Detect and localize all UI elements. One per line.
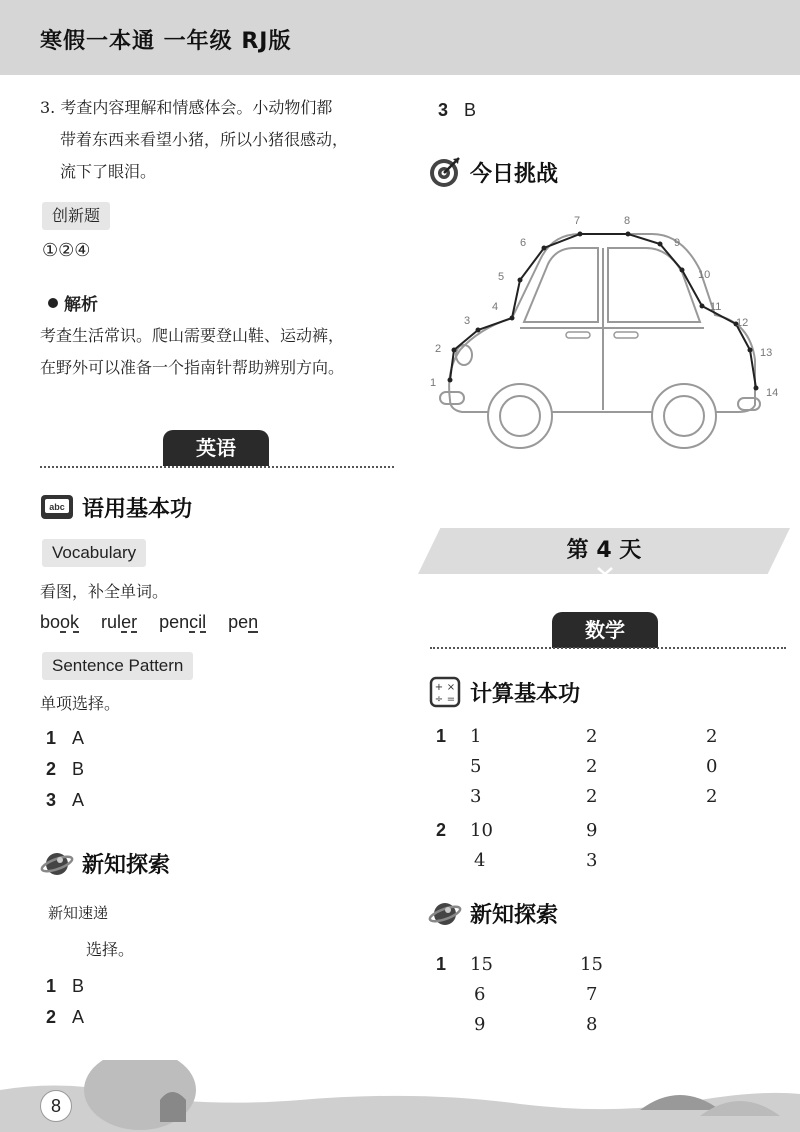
dot-label: 5 <box>498 271 505 283</box>
innovation-tag: 创新题 <box>42 202 110 230</box>
planet-icon <box>428 896 462 930</box>
planet-icon <box>40 846 74 880</box>
dot-label: 11 <box>710 301 722 313</box>
analysis-label: 解析 <box>64 295 98 315</box>
basics-heading <box>40 490 192 524</box>
svg-text:=: = <box>446 694 456 705</box>
dot-label: 3 <box>464 315 471 327</box>
challenge-heading <box>428 155 558 189</box>
english-pill: 英语 <box>163 430 269 466</box>
choice-row: 2 A <box>46 1007 85 1027</box>
dot-label: 12 <box>736 317 749 329</box>
item-3-line-3: 流下了眼泪。 <box>60 162 157 181</box>
choice-instruction: 单项选择。 <box>40 694 121 713</box>
dot-label: 10 <box>698 269 711 281</box>
analysis-heading <box>48 290 98 315</box>
choice-row: 1 B <box>46 976 85 996</box>
innovation-answer: ①②④ <box>42 240 91 261</box>
explore-title-left: 新知探索 <box>82 852 171 878</box>
choice-row: 2 B <box>46 759 85 779</box>
dot-label: 8 <box>624 215 631 227</box>
dot-label: 13 <box>760 347 773 359</box>
dot-label: 7 <box>574 215 581 227</box>
explore-choice-list <box>46 976 84 1038</box>
explore-title-right: 新知探索 <box>470 902 559 928</box>
item-3 <box>40 92 348 188</box>
word-pencil: pencil <box>159 612 207 632</box>
choice-row: 3 A <box>46 790 85 810</box>
svg-text:+: + <box>434 682 444 693</box>
car-dot-puzzle <box>420 210 790 450</box>
item-3-number: 3. <box>40 98 56 117</box>
basics-title: 语用基本功 <box>82 496 193 522</box>
abc-book-icon <box>40 490 74 524</box>
calc-title: 计算基本功 <box>470 681 581 707</box>
explore-heading-left <box>40 846 170 880</box>
calculator-icon <box>428 675 462 709</box>
dot-label: 9 <box>674 237 681 249</box>
word-list <box>40 612 258 633</box>
calc-heading <box>428 675 580 709</box>
page-header <box>0 0 800 75</box>
item-3-line-1: 考查内容理解和情感体会。小动物们都 <box>60 98 333 117</box>
chevron-down-icon <box>596 566 614 576</box>
top-answer: 3 B <box>438 100 477 120</box>
divider <box>40 466 394 468</box>
analysis-text <box>40 320 344 384</box>
explore-instruction: 选择。 <box>86 940 135 959</box>
page-number: 8 <box>40 1090 72 1122</box>
dot-label: 2 <box>435 343 442 355</box>
target-icon <box>428 155 462 189</box>
sentence-pattern-tag: Sentence Pattern <box>42 652 193 680</box>
challenge-title: 今日挑战 <box>470 161 559 187</box>
header-title: 寒假一本通 一年级 RJ版 <box>40 29 292 54</box>
svg-text:÷: ÷ <box>434 694 444 705</box>
choice-row: 1 A <box>46 728 85 748</box>
choice-list <box>46 728 84 821</box>
item-3-line-2: 带着东西来看望小猪，所以小猪很感动， <box>60 130 349 149</box>
word-pen: pen <box>228 612 259 632</box>
explore-subtitle: 新知速递 <box>48 904 109 922</box>
divider <box>430 647 786 649</box>
word-ruler: ruler <box>101 612 138 632</box>
bullet-icon <box>48 298 58 308</box>
word-book: book <box>40 612 80 632</box>
explore-heading-right <box>428 896 558 930</box>
day-banner-text: 第 4 天 <box>566 538 642 563</box>
vocabulary-tag: Vocabulary <box>42 539 146 567</box>
analysis-line-1: 考查生活常识。爬山需要登山鞋、运动裤， <box>40 326 345 345</box>
svg-text:×: × <box>446 682 456 693</box>
math-pill: 数学 <box>552 612 658 648</box>
dot-label: 1 <box>430 377 437 389</box>
dot-label: 4 <box>492 301 499 313</box>
dot-label: 14 <box>766 387 779 399</box>
abc-icon-text: abc <box>49 502 65 512</box>
dot-label: 6 <box>520 237 527 249</box>
footer-decoration <box>0 1060 800 1132</box>
vocab-instruction: 看图，补全单词。 <box>40 582 169 601</box>
analysis-line-2: 在野外可以准备一个指南针帮助辨别方向。 <box>40 358 345 377</box>
